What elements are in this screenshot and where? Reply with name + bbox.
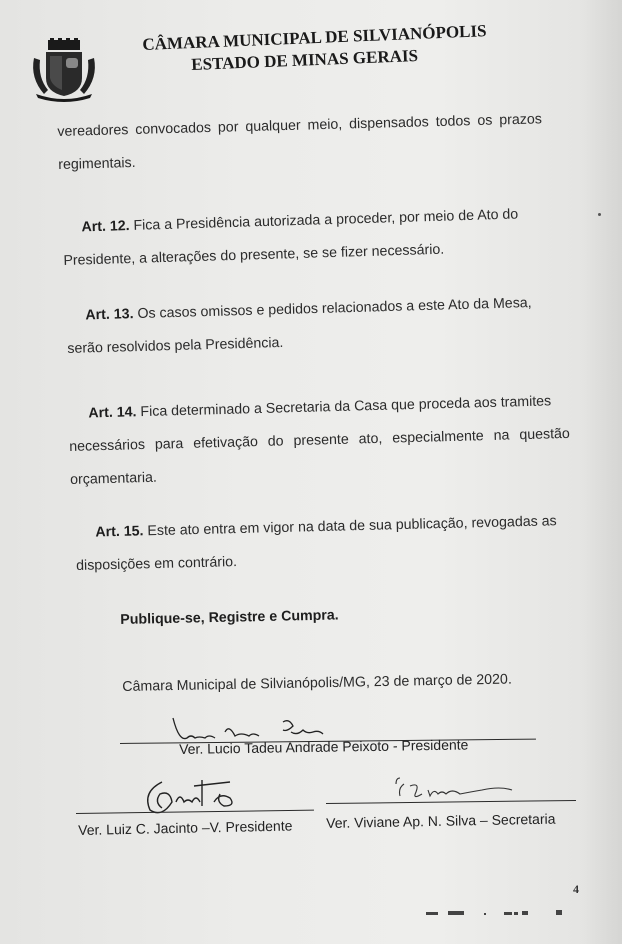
article-label: Art. 12. bbox=[81, 218, 130, 236]
text-line: necessários para efetivação do presente ato, especialmente na questão bbox=[69, 425, 571, 455]
page-shadow bbox=[582, 0, 622, 944]
article-13 bbox=[66, 287, 533, 366]
article-12 bbox=[62, 198, 520, 277]
text-line: Presidente, a alterações do presente, se se fizer necessário. bbox=[63, 241, 445, 269]
continuation-paragraph bbox=[57, 103, 543, 182]
closing-formula: Publique-se, Registre e Cumpra. bbox=[120, 607, 339, 628]
header-line-1: CÂMARA MUNICIPAL DE SILVIANÓPOLIS bbox=[142, 21, 487, 54]
footer-stamp-marks bbox=[424, 906, 574, 920]
text-line: serão resolvidos pela Presidência. bbox=[67, 334, 284, 357]
text-line: Art. 13. Os casos omissos e pedidos relacionados a este Ato da Mesa, bbox=[85, 295, 532, 324]
article-15 bbox=[75, 505, 558, 583]
page-number: 4 bbox=[573, 882, 579, 896]
article-label: Art. 15. bbox=[95, 523, 144, 541]
text-line: regimentais. bbox=[58, 154, 136, 173]
text-line: Art. 14. Fica determinado a Secretaria da Casa que proceda aos tramites bbox=[88, 393, 552, 422]
coat-of-arms-icon bbox=[30, 38, 98, 104]
article-label: Art. 13. bbox=[85, 306, 134, 324]
place-date: Câmara Municipal de Silvianópolis/MG, 23 de março de 2020. bbox=[122, 671, 512, 695]
text-line: vereadores convocados por qualquer meio, dispensados todos os prazos bbox=[57, 111, 543, 140]
institution-header bbox=[142, 20, 488, 78]
header-line-2: ESTADO DE MINAS GERAIS bbox=[190, 45, 419, 75]
secretary-name: Ver. Viviane Ap. N. Silva – Secretaria bbox=[326, 810, 556, 831]
article-14 bbox=[68, 385, 571, 497]
text-line: disposições em contrário. bbox=[76, 554, 238, 574]
text-line: Art. 12. Fica a Presidência autorizada a proceder, por meio de Ato do bbox=[81, 206, 519, 236]
text-line: orçamentaria. bbox=[69, 469, 158, 488]
president-name: Ver. Lucio Tadeu Andrade Peixoto - Presidente bbox=[179, 736, 469, 757]
text-line: Art. 15. Este ato entra em vigor na data de sua publicação, revogadas as bbox=[95, 513, 557, 541]
speck bbox=[598, 213, 601, 216]
article-label: Art. 14. bbox=[88, 404, 137, 422]
vice-president-name: Ver. Luiz C. Jacinto –V. Presidente bbox=[78, 817, 293, 838]
vice-president-signature bbox=[140, 772, 260, 822]
